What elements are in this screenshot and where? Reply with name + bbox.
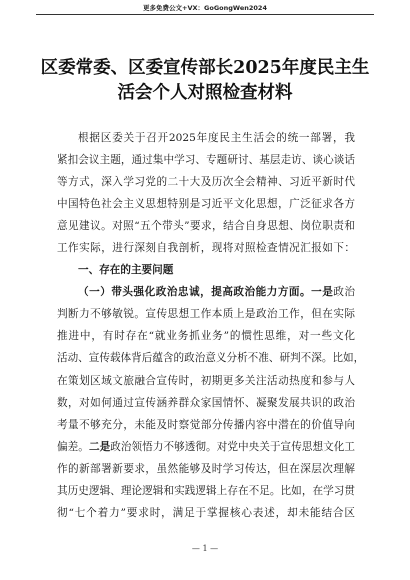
line-rest: 政治领悟力不够透彻。对党中央关于宣传思想文化工 xyxy=(110,440,356,453)
body-line xyxy=(57,436,355,458)
body-line: 紧扣会议主题，通过集中学习、专题研讨、基层走访、谈心谈话 xyxy=(57,154,355,167)
sub-heading-line xyxy=(57,281,355,303)
body-line: 中国特色社会主义思想特别是习近平文化思想，广泛征求各方 xyxy=(57,198,355,211)
body-line: 彻“七个着力”要求时，满足于掌握核心表述，却未能结合区 xyxy=(57,506,355,519)
section-heading: 一、存在的主要问题 xyxy=(78,264,174,277)
sub-heading-label: （一） xyxy=(78,286,112,299)
title-line-2: 活会个人对照检查材料 xyxy=(117,83,293,103)
body-line: 根据区委关于召开2025年度民主生活会的统一部署，我 xyxy=(78,132,355,144)
document-title xyxy=(0,56,410,106)
body-line: 活动、宣传载体背后蕴含的政治意义分析不准、研判不深。比如， xyxy=(57,352,365,365)
line-start: 偏差。 xyxy=(57,440,89,453)
point-label: 一是 xyxy=(311,286,334,299)
body-line: 工作实际，进行深刻自我剖析，现将对照检查情况汇报如下： xyxy=(57,242,355,255)
title-line-1: 区委常委、区委宣传部长2025年度民主生 xyxy=(40,58,370,78)
header-divider xyxy=(36,14,374,15)
header-note: 更多免费公文+VX：GoGongWen2024 xyxy=(143,4,267,12)
document-body xyxy=(57,127,365,524)
page-number: — 1 — xyxy=(191,544,219,553)
body-line: 考量不够充分，未能及时察觉部分传播内容中潜在的价值导向 xyxy=(57,418,355,431)
body-line: 其历史逻辑、理论逻辑和实践逻辑上存在不足。比如，在学习贯 xyxy=(57,484,355,497)
body-line: 判断力不够敏锐。宣传思想工作本质上是政治工作，但在实际 xyxy=(57,308,355,321)
body-line: 等方式，深入学习党的二十大及历次全会精神、习近平新时代 xyxy=(57,176,355,189)
body-line: 推进中，有时存在“就业务抓业务”的惯性思维，对一些文化 xyxy=(57,330,355,343)
point-label: 二是 xyxy=(88,440,111,453)
body-line: 意见建议。对照“五个带头”要求，结合自身思想、岗位职责和 xyxy=(57,220,355,233)
body-line: 数，对如何通过宣传涵养群众家国情怀、凝聚发展共识的政治 xyxy=(57,396,355,409)
sub-heading-bold: 带头强化政治忠诚，提高政治能力方面。 xyxy=(111,286,312,299)
body-line: 作的新部署新要求，虽然能够及时学习传达，但在深层次理解 xyxy=(57,462,355,475)
sub-heading-tail: 政治 xyxy=(333,286,356,299)
body-line: 在策划区域文旅融合宣传时，初期更多关注活动热度和参与人 xyxy=(57,374,355,387)
